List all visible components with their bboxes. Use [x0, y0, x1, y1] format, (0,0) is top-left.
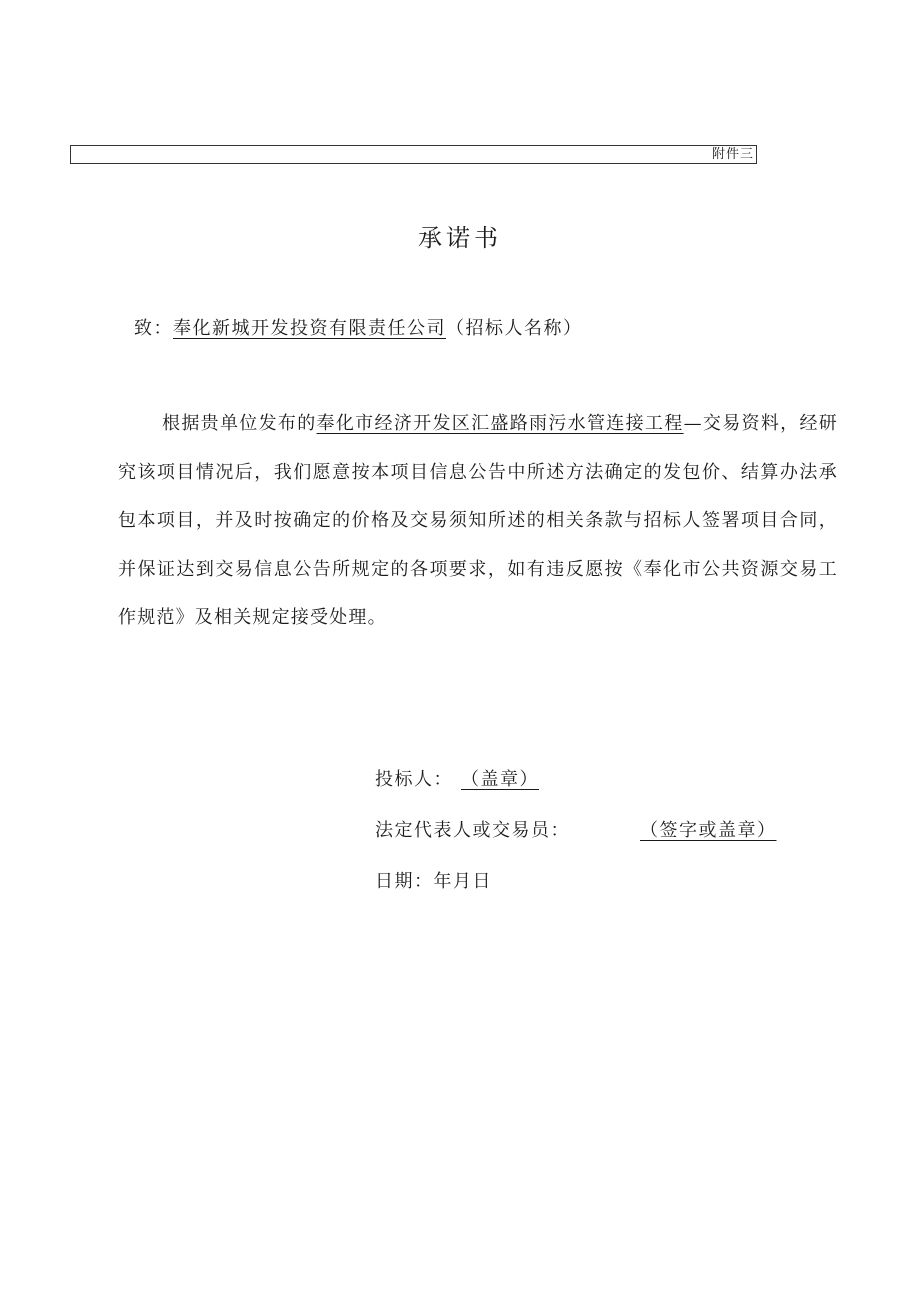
date-line — [375, 868, 492, 896]
bidder-seal-field: （盖章） — [461, 769, 539, 790]
recipient-suffix: （招标人名称） — [446, 318, 583, 339]
bidder-label: 投标人： — [375, 769, 453, 790]
attachment-label: 附件三 — [711, 147, 754, 162]
body-text-part1: 根据贵单位发布的 — [162, 413, 317, 434]
project-name: 奉化市经济开发区汇盛路雨污水管连接工程 — [316, 413, 684, 434]
commitment-paragraph — [118, 400, 838, 643]
representative-sign-field: （签字或盖章） — [640, 820, 777, 841]
recipient-prefix: 致： — [134, 318, 173, 339]
recipient-line — [134, 315, 583, 343]
recipient-name: 奉化新城开发投资有限责任公司 — [173, 318, 446, 339]
representative-label: 法定代表人或交易员： — [375, 820, 570, 841]
representative-line — [375, 817, 777, 845]
attachment-header-box — [70, 145, 757, 164]
body-text-part2: —交易资料，经研究该项目情况后，我们愿意按本项目信息公告中所述方法确定的发包价、结算办法承包本项目，并及时按确定的价格及交易须知所述的相关条款与招标人签署项目合同，并保证达到交易信息公告所规定的各项要求，如有违反愿按《奉化市公共资源交易工作规范》及相关规定接受处理。 — [118, 413, 838, 628]
date-label: 日期： — [375, 871, 434, 892]
bidder-line — [375, 766, 539, 794]
document-title: 承诺书 — [418, 224, 502, 252]
date-value: 年月日 — [433, 871, 492, 892]
